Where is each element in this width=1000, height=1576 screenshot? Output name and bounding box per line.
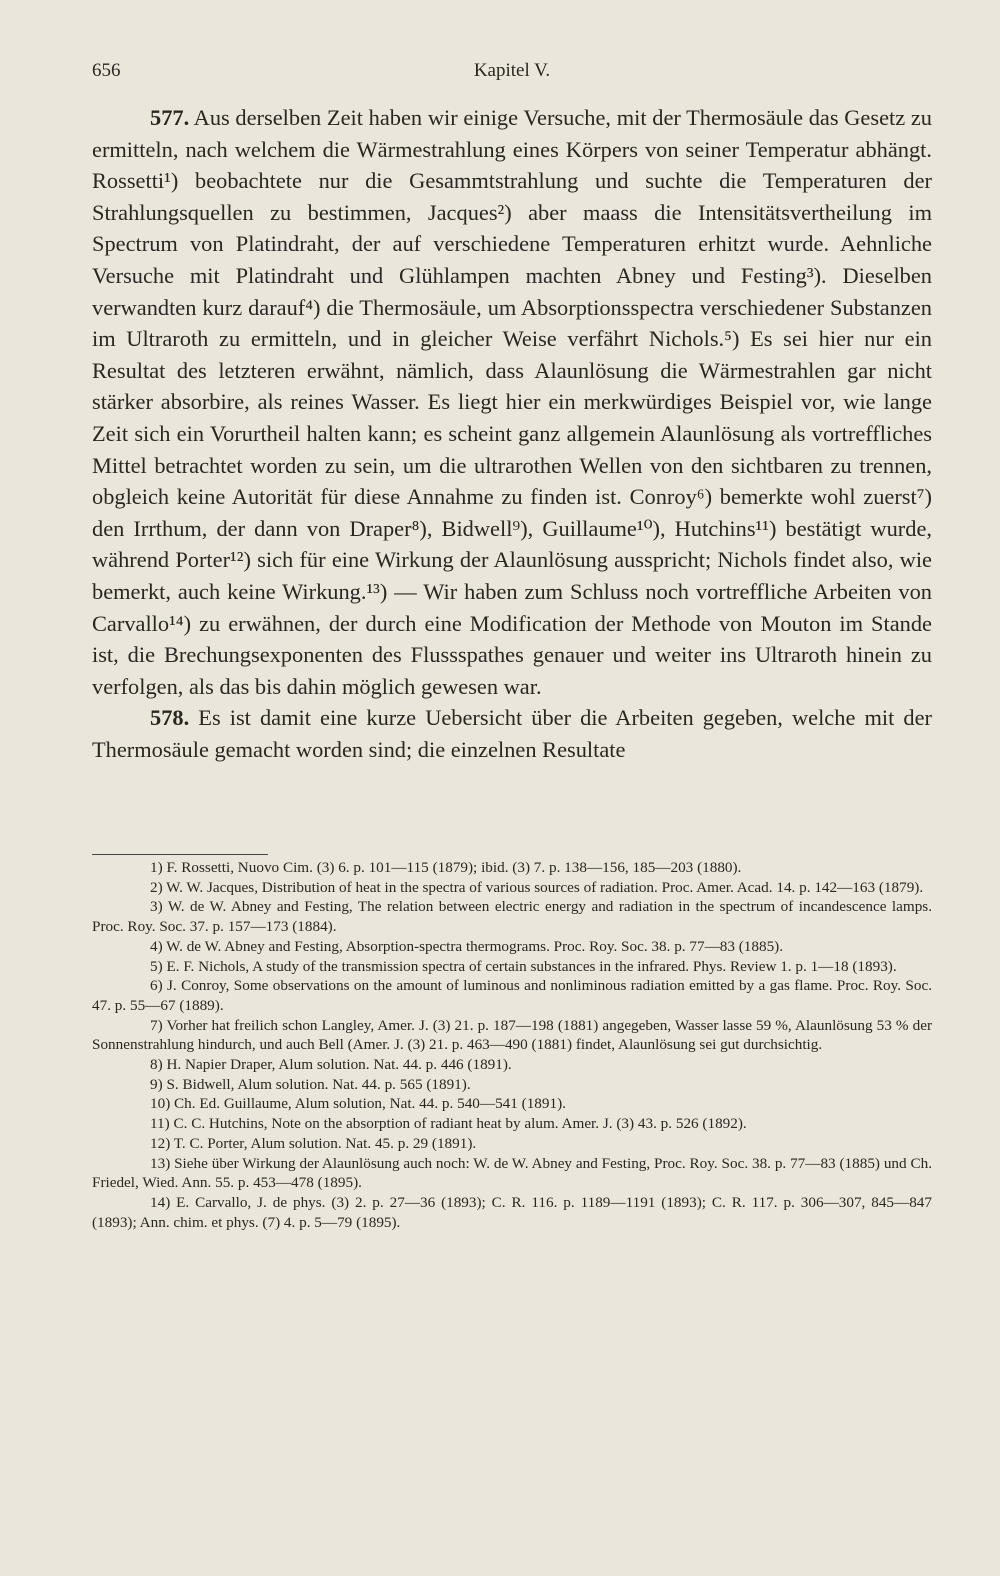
footnote: 12) T. C. Porter, Alum solution. Nat. 45. p. 29 (1891). bbox=[150, 1134, 477, 1152]
section-578 bbox=[92, 702, 932, 765]
footnote: 11) C. C. Hutchins, Note on the absorption of radiant heat by alum. Amer. J. (3) 43. p. 526 (1892). bbox=[150, 1115, 747, 1133]
section-577-number: 577. bbox=[150, 105, 190, 130]
running-header bbox=[92, 60, 932, 86]
main-text bbox=[92, 102, 932, 765]
footnote: 14) E. Carvallo, J. de phys. (3) 2. p. 27—36 (1893); C. R. 116. p. 1189—1191 (1893); C. R. 117. p. 306—307, 845—847 (1893); Ann. chim. et phys. (7) 4. p. 5—79 (1895). bbox=[92, 1193, 932, 1231]
footnote: 10) Ch. Ed. Guillaume, Alum solution, Nat. 44. p. 540—541 (1891). bbox=[150, 1095, 566, 1113]
footnote: 7) Vorher hat freilich schon Langley, Amer. J. (3) 21. p. 187—198 (1881) angegeben, Wasser lasse 59 %, Alaunlösung 53 % der Sonnenstrahlung hindurch, und auch Bell (Amer. J. (3) 21. p. 463—490 (1881) findet, Alaunlösung sei gut durchsichtig. bbox=[92, 1016, 932, 1054]
footnote: 9) S. Bidwell, Alum solution. Nat. 44. p. 565 (1891). bbox=[150, 1075, 471, 1093]
footnote: 6) J. Conroy, Some observations on the amount of luminous and nonliminous radiation emitted by a gas flame. Proc. Roy. Soc. 47. p. 55—67 (1889). bbox=[92, 977, 932, 1014]
footnote-divider bbox=[92, 854, 268, 855]
footnote: 5) E. F. Nichols, A study of the transmission spectra of certain substances in the infrared. Phys. Review 1. p. 1—18 (1893). bbox=[150, 957, 897, 975]
footnote: 3) W. de W. Abney and Festing, The relation between electric energy and radiation in the spectrum of incandescence lamps. Proc. Roy. Soc. 37. p. 157—173 (1884). bbox=[92, 898, 932, 936]
footnote: 1) F. Rossetti, Nuovo Cim. (3) 6. p. 101—115 (1879); ibid. (3) 7. p. 138—156, 185—203 (1880). bbox=[150, 859, 742, 876]
footnote: 8) H. Napier Draper, Alum solution. Nat. 44. p. 446 (1891). bbox=[150, 1056, 512, 1074]
footnote: 13) Siehe über Wirkung der Alaunlösung auch noch: W. de W. Abney and Festing, Proc. Roy. Soc. 38. p. 77—83 (1885) und Ch. Friedel, Wied. Ann. 55. p. 453—478 (1895). bbox=[92, 1154, 932, 1192]
footnotes bbox=[92, 858, 932, 1232]
page-number: 656 bbox=[92, 60, 121, 81]
section-578-number: 578. bbox=[150, 705, 190, 731]
section-577-text: Aus derselben Zeit haben wir einige Versuche, mit der Thermosäule das Gesetz zu ermitteln, nach welchem die Wärmestrahlung eines Körpers von seiner Temperatur abhängt. Rossetti¹) beobachtete nur die Gesammtstrahlung und suchte die Temperaturen der Strahlungsquellen zu bestimmen, Jacques²) aber maass die Intensitätsvertheilung im Spectrum von Platindraht, der auf verschiedene Temperaturen erhitzt wurde. Aehnliche Versuche mit Platindraht und Glühlampen machten Abney und Festing³). Dieselben verwandten kurz darauf⁴) die Thermosäule, um Absorptionsspectra verschiedener Substanzen im Ultraroth zu ermitteln, und in gleicher Weise verfährt Nichols.⁵) Es sei hier nur ein Resultat des letzteren erwähnt, nämlich, dass Alaunlösung die Wärmestrahlen gar nicht stärker absorbire, als reines Wasser. Es liegt hier ein merkwürdiges Beispiel vor, wie lange Zeit sich ein Vorurtheil halten kann; es scheint ganz allgemein Alaunlösung als vortreffliches Mittel betrachtet worden zu sein, um die ultrarothen Wellen von den sichtbaren zu trennen, obgleich keine Autorität für diese Annahme zu finden ist. Conroy⁶) bemerkte wohl zuerst⁷) den Irrthum, der dann von Draper⁸), Bidwell⁹), Guillaume¹⁰), Hutchins¹¹) bestätigt wurde, während Porter¹²) sich für eine Wirkung der Alaunlösung ausspricht; Nichols findet also, wie bemerkt, auch keine Wirkung.¹³) — Wir haben zum Schluss noch vortreffliche Arbeiten von Carvallo¹⁴) zu erwähnen, der durch eine Modification der Methode von Mouton im Stande ist, die Brechungsexponenten des Flussspathes genauer und weiter ins Ultraroth hinein zu verfolgen, als das bis dahin möglich gewesen war. bbox=[92, 105, 932, 699]
chapter-title: Kapitel V. bbox=[473, 60, 551, 81]
section-578-text: Es ist damit eine kurze Uebersicht über die Arbeiten gegeben, welche mit der Thermosäule gemacht worden sind; die einzelnen Resultate bbox=[92, 705, 932, 762]
footnote: 4) W. de W. Abney and Festing, Absorption-spectra thermograms. Proc. Roy. Soc. 38. p. 77—83 (1885). bbox=[150, 937, 784, 955]
footnote: 2) W. W. Jacques, Distribution of heat in the spectra of various sources of radiation. Proc. Amer. Acad. 14. p. 142—163 (1879). bbox=[150, 878, 924, 896]
section-577 bbox=[92, 102, 932, 702]
